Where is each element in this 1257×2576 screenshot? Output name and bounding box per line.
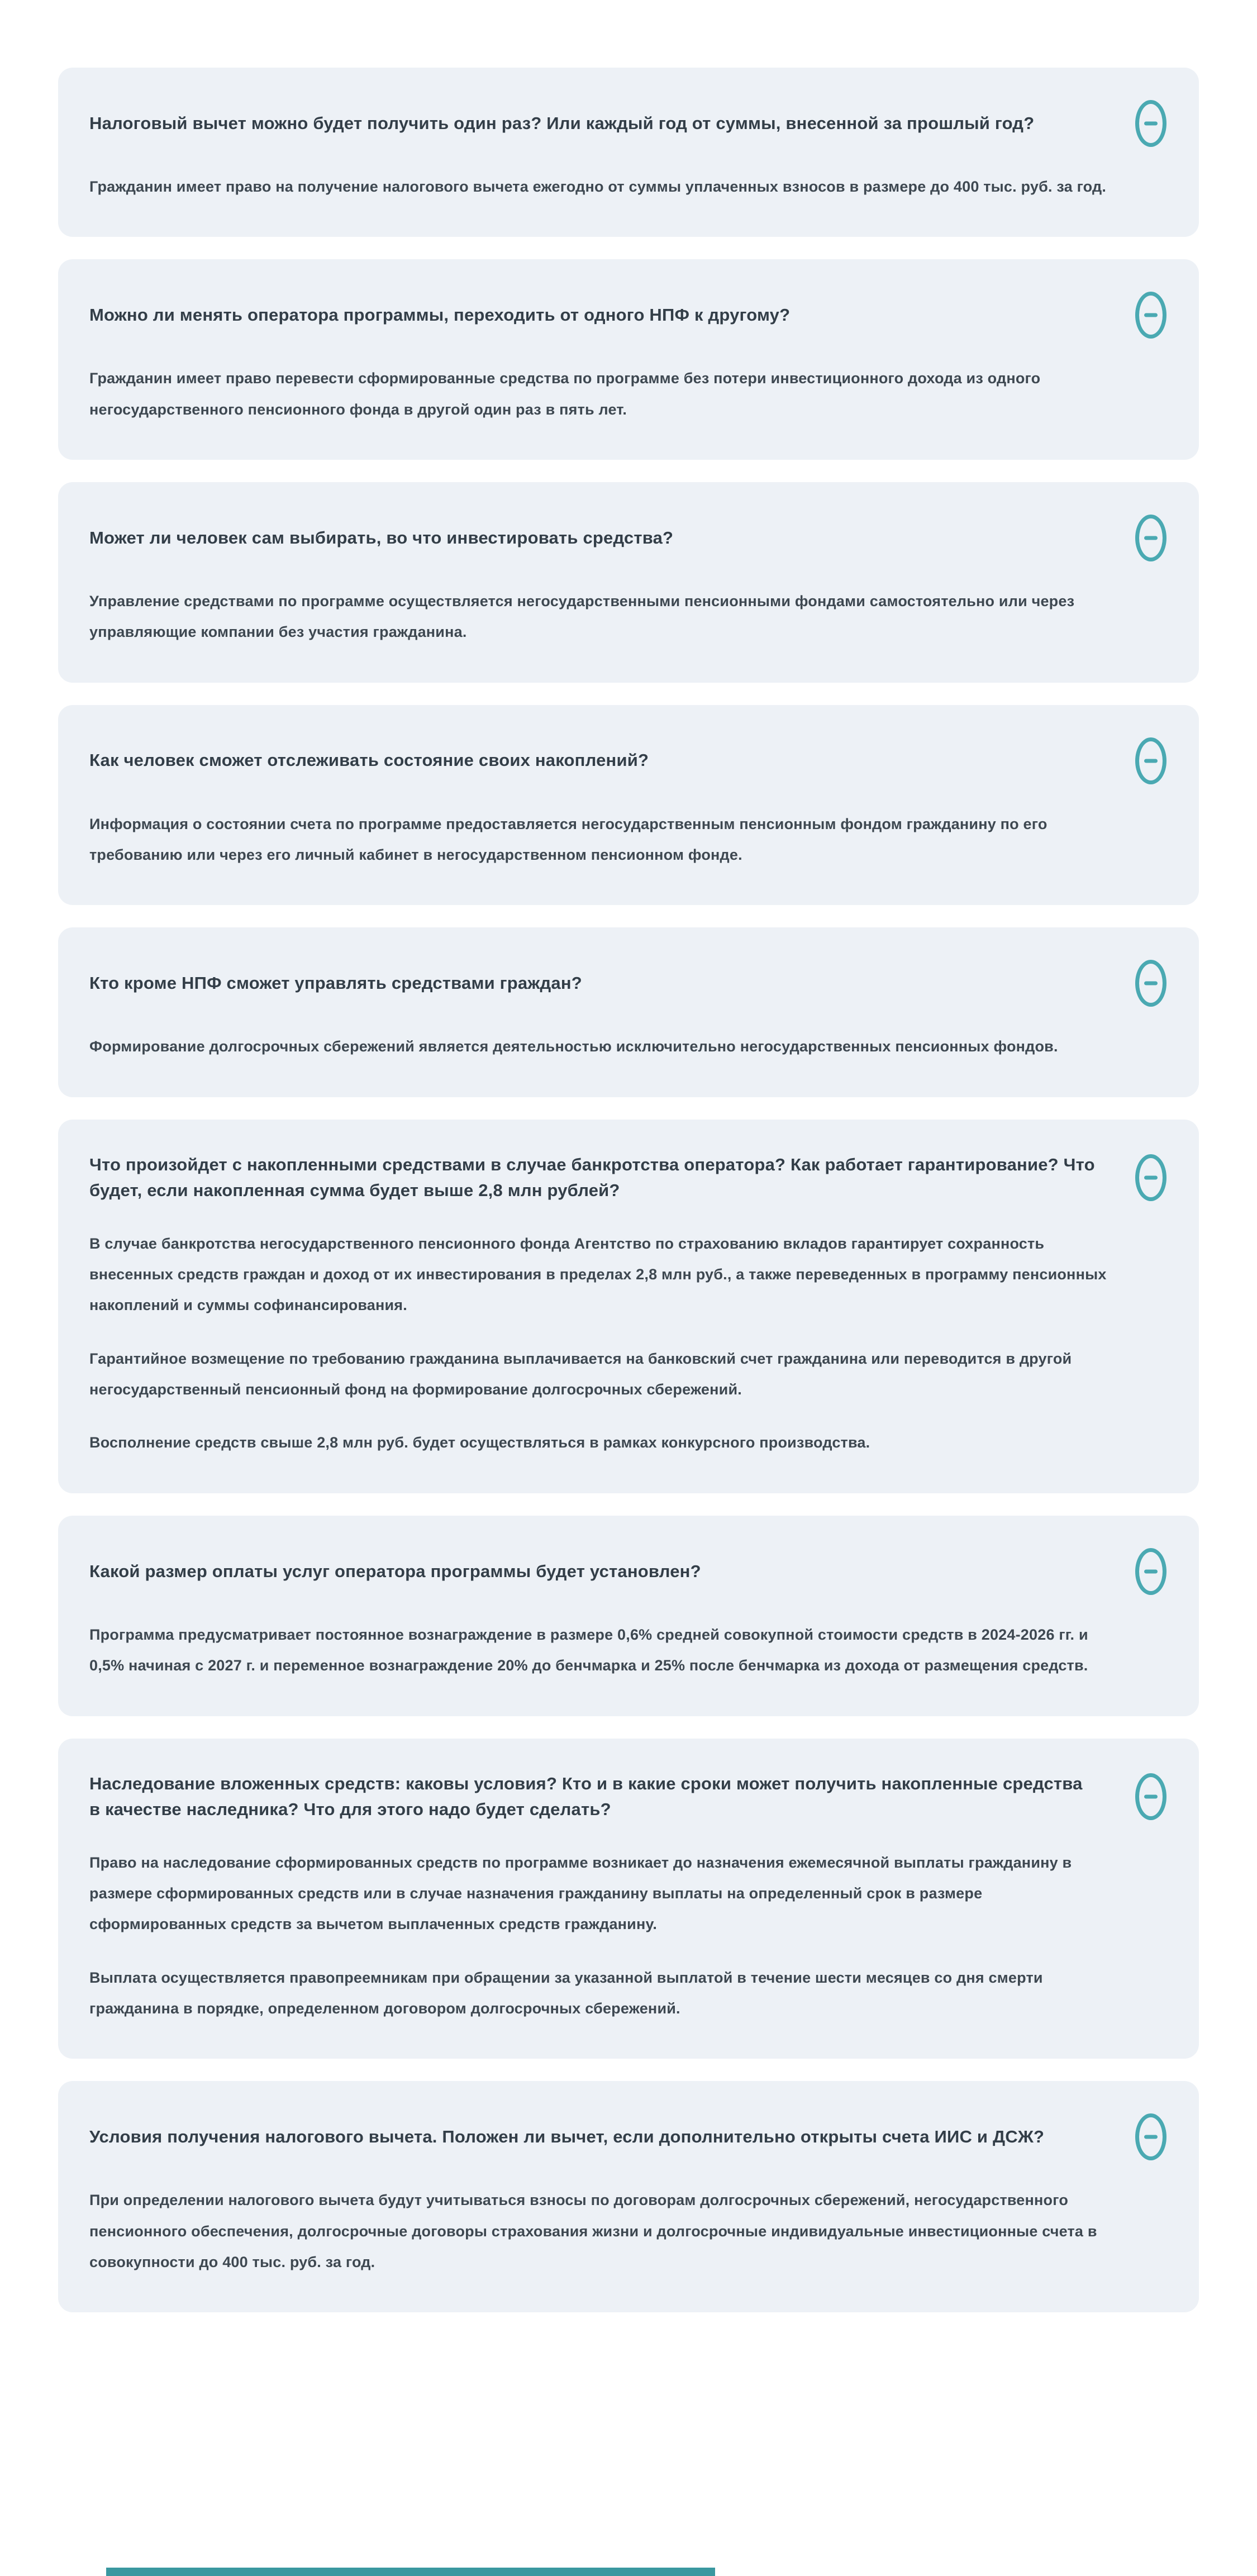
faq-answer-paragraph: Восполнение средств свыше 2,8 млн руб. будет осуществляться в рамках конкурсного производства. bbox=[89, 1434, 870, 1451]
faq-answer bbox=[89, 363, 1120, 425]
faq-question-text: Можно ли менять оператора программы, переходить от одного НПФ к другому? bbox=[89, 305, 791, 325]
faq-card bbox=[58, 2081, 1199, 2312]
faq-question-row[interactable] bbox=[89, 515, 1168, 561]
minus-icon bbox=[1144, 1795, 1158, 1799]
minus-icon bbox=[1144, 536, 1158, 540]
minus-icon bbox=[1144, 2135, 1158, 2139]
faq-answer bbox=[89, 809, 1120, 871]
faq-answer-paragraph: Гражданин имеет право на получение налогового вычета ежегодно от суммы уплаченных взносов в размере до 400 тыс. руб. за год. bbox=[89, 178, 1107, 195]
faq-answer-paragraph: Информация о состоянии счета по программе предоставляется негосударственным пенсионным фондом гражданину по его требованию или через его личный кабинет в негосударственном пенсионном фонде. bbox=[89, 815, 1048, 864]
faq-card bbox=[58, 1120, 1199, 1493]
faq-question-row[interactable] bbox=[89, 292, 1168, 339]
faq-question-text: Какой размер оплаты услуг оператора программы будет установлен? bbox=[89, 1561, 701, 1581]
collapse-button[interactable] bbox=[1135, 960, 1166, 1007]
faq-question-row[interactable] bbox=[89, 1548, 1168, 1595]
faq-card bbox=[58, 705, 1199, 906]
faq-question-text: Что произойдет с накопленными средствами в случае банкротства оператора? Как работает гарантирование? Что будет, если накопленная сумма будет выше 2,8 млн рублей? bbox=[89, 1154, 1095, 1201]
faq-answer-paragraph: Гарантийное возмещение по требованию гражданина выплачивается на банковский счет гражданина или переводится в другой негосударственный пенсионный фонд на формирование долгосрочных сбережений. bbox=[89, 1350, 1072, 1398]
faq-answer bbox=[89, 1229, 1120, 1459]
faq-question-row[interactable] bbox=[89, 100, 1168, 147]
faq-card bbox=[58, 259, 1199, 460]
minus-icon bbox=[1144, 1569, 1158, 1573]
faq-question-text: Как человек сможет отслеживать состояние своих накоплений? bbox=[89, 750, 649, 770]
collapse-button[interactable] bbox=[1135, 515, 1166, 561]
collapse-button[interactable] bbox=[1135, 1548, 1166, 1595]
collapse-button[interactable] bbox=[1135, 292, 1166, 339]
minus-icon bbox=[1144, 982, 1158, 985]
footer-edge-bar bbox=[106, 2568, 715, 2576]
faq-question-row[interactable] bbox=[89, 1152, 1168, 1204]
faq-answer bbox=[89, 1031, 1120, 1062]
collapse-button[interactable] bbox=[1135, 100, 1166, 147]
minus-icon bbox=[1144, 1176, 1158, 1180]
faq-answer-paragraph: Программа предусматривает постоянное вознаграждение в размере 0,6% средней совокупной стоимости средств в 2024-2026 гг. и 0,5% начиная с 2027 г. и переменное вознаграждение 20% до бенчмарка и 25% после бенчмарка из дохода от размещения средств. bbox=[89, 1626, 1088, 1674]
faq-answer-paragraph: Выплата осуществляется правопреемникам при обращении за указанной выплатой в течение шести месяцев со дня смерти гражданина в порядке, определенном договором долгосрочных сбережений. bbox=[89, 1969, 1043, 2017]
faq-card bbox=[58, 68, 1199, 237]
faq-question-text: Наследование вложенных средств: каковы условия? Кто и в какие сроки может получить накопленные средства в качестве наследника? Что для этого надо будет сделать? bbox=[89, 1773, 1083, 1819]
collapse-button[interactable] bbox=[1135, 1154, 1166, 1201]
minus-icon bbox=[1144, 759, 1158, 763]
collapse-button[interactable] bbox=[1135, 737, 1166, 784]
faq-answer-paragraph: Управление средствами по программе осуществляется негосударственными пенсионными фондами самостоятельно или через управляющие компании без участия гражданина. bbox=[89, 593, 1075, 641]
collapse-button[interactable] bbox=[1135, 1773, 1166, 1820]
faq-answer-paragraph: При определении налогового вычета будут учитываться взносы по договорам долгосрочных сбережений, негосударственного пенсионного обеспечения, долгосрочные договоры страхования жизни и долгосрочные индивидуальные инвестиционные счета в совокупности до 400 тыс. руб. за год. bbox=[89, 2192, 1097, 2270]
faq-question-row[interactable] bbox=[89, 737, 1168, 784]
faq-answer-paragraph: Гражданин имеет право перевести сформированные средства по программе без потери инвестиционного дохода из одного негосударственного пенсионного фонда в другой один раз в пять лет. bbox=[89, 370, 1041, 418]
faq-question-text: Может ли человек сам выбирать, во что инвестировать средства? bbox=[89, 527, 674, 547]
faq-answer bbox=[89, 586, 1120, 648]
faq-card bbox=[58, 927, 1199, 1097]
faq-answer bbox=[89, 2185, 1120, 2278]
faq-answer-paragraph: Формирование долгосрочных сбережений является деятельностью исключительно негосударственных пенсионных фондов. bbox=[89, 1038, 1058, 1055]
faq-answer-paragraph: В случае банкротства негосударственного пенсионного фонда Агентство по страхованию вкладов гарантирует сохранность внесенных средств граждан и доход от их инвестирования в пределах 2,8 млн руб., а также переведенных в программу пенсионных накоплений и суммы софинансирования. bbox=[89, 1235, 1107, 1314]
faq-question-text: Кто кроме НПФ сможет управлять средствами граждан? bbox=[89, 973, 582, 993]
minus-icon bbox=[1144, 313, 1158, 317]
faq-answer bbox=[89, 1848, 1120, 2025]
faq-question-text: Налоговый вычет можно будет получить один раз? Или каждый год от суммы, внесенной за прошлый год? bbox=[89, 113, 1035, 133]
faq-question-text: Условия получения налогового вычета. Положен ли вычет, если дополнительно открыты счета ИИС и ДСЖ? bbox=[89, 2126, 1045, 2146]
faq-answer bbox=[89, 172, 1120, 202]
faq-question-row[interactable] bbox=[89, 1771, 1168, 1823]
faq-question-row[interactable] bbox=[89, 960, 1168, 1007]
faq-card bbox=[58, 1739, 1199, 2059]
faq-answer bbox=[89, 1620, 1120, 1682]
faq-card bbox=[58, 482, 1199, 683]
collapse-button[interactable] bbox=[1135, 2113, 1166, 2160]
faq-card bbox=[58, 1516, 1199, 1716]
faq-question-row[interactable] bbox=[89, 2113, 1168, 2160]
minus-icon bbox=[1144, 122, 1158, 126]
faq-answer-paragraph: Право на наследование сформированных средств по программе возникает до назначения ежемесячной выплаты гражданину в размере сформированных средств или в случае назначения гражданину выплаты на определенный срок в размере сформированных средств за вычетом выплаченных средств гражданину. bbox=[89, 1854, 1072, 1933]
